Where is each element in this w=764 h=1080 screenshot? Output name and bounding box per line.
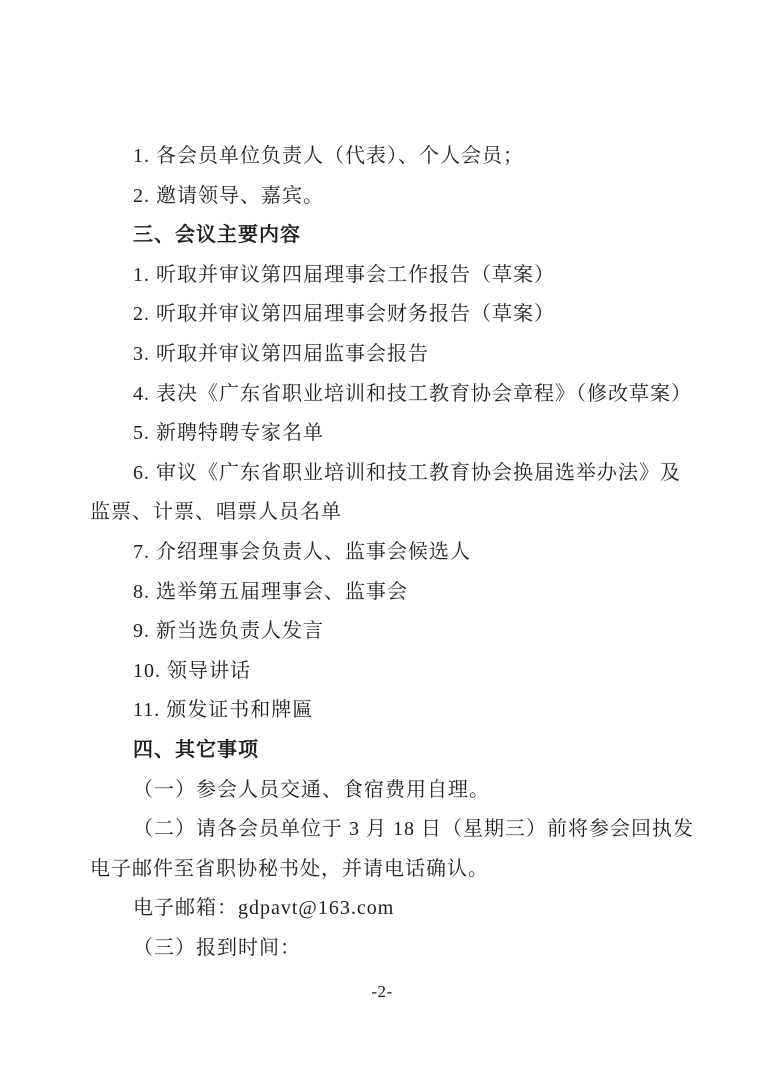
document-line: 5. 新聘特聘专家名单 bbox=[133, 422, 324, 445]
document-line: 10. 领导讲话 bbox=[133, 659, 251, 682]
document-line: （一）参会人员交通、食宿费用自理。 bbox=[133, 778, 490, 801]
section-heading: 四、其它事项 bbox=[133, 738, 259, 761]
document-line: 电子邮箱：gdpavt@163.com bbox=[133, 897, 395, 920]
document-body bbox=[90, 137, 694, 968]
document-line: 1. 各会员单位负责人（代表）、个人会员； bbox=[133, 145, 524, 167]
document-line: 11. 颁发证书和牌匾 bbox=[133, 699, 314, 722]
document-line: （二）请各会员单位于 3 月 18 日（星期三）前将参会回执发 bbox=[133, 818, 694, 841]
document-line: 4. 表决《广东省职业培训和技工教育协会章程》（修改草案） bbox=[133, 382, 692, 405]
document-line: 9. 新当选负责人发言 bbox=[133, 620, 324, 643]
document-line: 1. 听取并审议第四届理事会工作报告（草案） bbox=[133, 263, 555, 286]
page-number: -2- bbox=[371, 982, 393, 1001]
document-line: （三）报到时间： bbox=[133, 936, 301, 959]
document-line: 监票、计票、唱票人员名单 bbox=[90, 501, 342, 524]
document-line: 3. 听取并审议第四届监事会报告 bbox=[133, 342, 429, 365]
document-line: 2. 邀请领导、嘉宾。 bbox=[133, 184, 324, 207]
document-line: 2. 听取并审议第四届理事会财务报告（草案） bbox=[133, 303, 555, 326]
document-line: 7. 介绍理事会负责人、监事会候选人 bbox=[133, 540, 471, 563]
document-line: 电子邮件至省职协秘书处，并请电话确认。 bbox=[90, 857, 489, 880]
document-line: 6. 审议《广东省职业培训和技工教育协会换届选举办法》及 bbox=[133, 461, 681, 484]
section-heading: 三、会议主要内容 bbox=[133, 224, 301, 247]
document-line: 8. 选举第五届理事会、监事会 bbox=[133, 580, 408, 603]
